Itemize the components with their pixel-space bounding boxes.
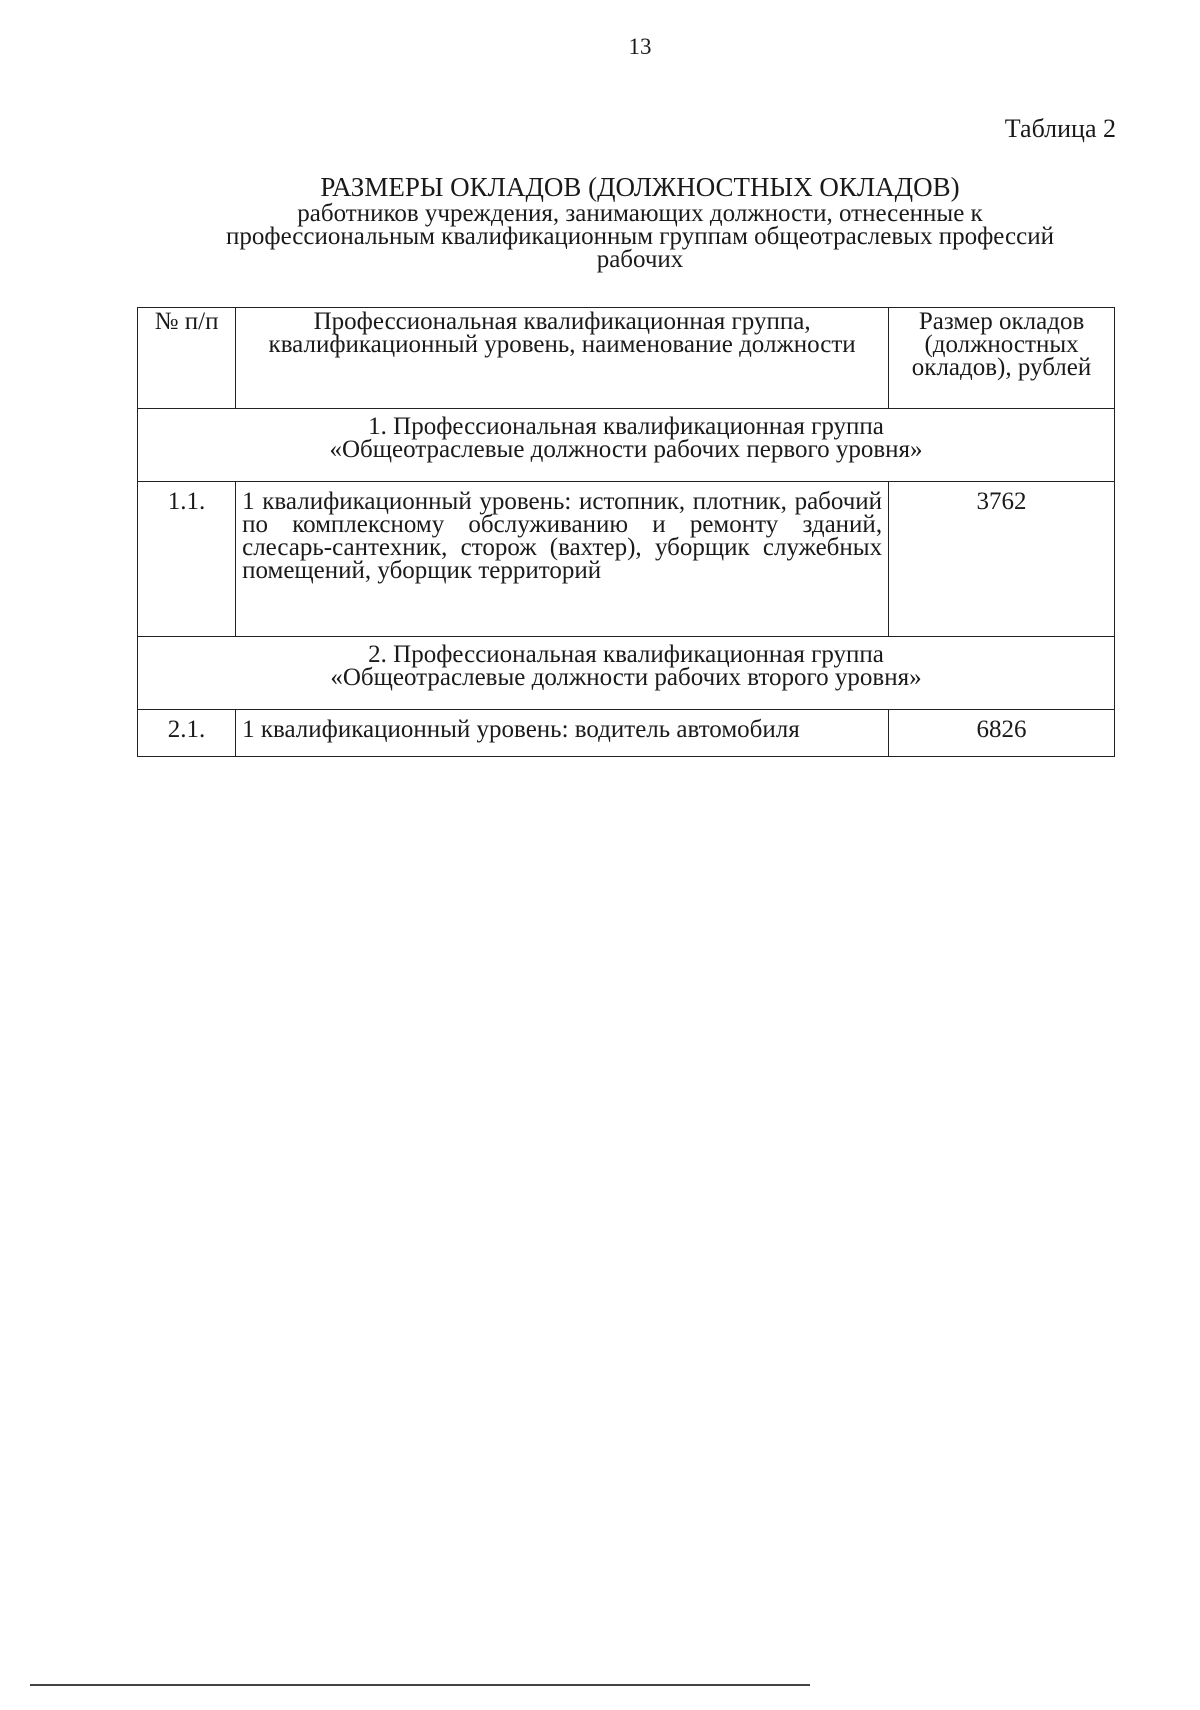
bottom-rule (30, 1684, 810, 1686)
title-line-2: профессиональным квалификационным группам общеотраслевых профессий (226, 223, 1054, 250)
table-row (138, 482, 1115, 637)
table-row (138, 710, 1115, 757)
row-num: 1.1. (138, 482, 236, 637)
group-title-2 (138, 637, 1115, 710)
group-title-1 (138, 409, 1115, 482)
group-row (138, 637, 1115, 710)
row-value: 3762 (889, 482, 1115, 637)
row-name: 1 квалификационный уровень: водитель автомобиля (236, 710, 889, 757)
salary-table (137, 307, 1115, 757)
title-line-1: работников учреждения, занимающих должности, отнесенные к (297, 200, 983, 227)
row-num: 2.1. (138, 710, 236, 757)
row-name: 1 квалификационный уровень: истопник, плотник, рабочий по комплексному обслуживанию и ремонту зданий, слесарь-сантехник, сторож (вахтер), уборщик служебных помещений, уборщик территорий (236, 482, 889, 637)
group-row (138, 409, 1115, 482)
header-name: Профессиональная квалификационная группа, квалификационный уровень, наименование должности (236, 308, 889, 409)
group-title-line-1: 2. Профессиональная квалификационная группа (368, 641, 884, 668)
group-title-line-2: «Общеотраслевые должности рабочих первого уровня» (329, 436, 923, 463)
document-title (140, 172, 1140, 271)
row-value: 6826 (889, 710, 1115, 757)
group-title-line-1: 1. Профессиональная квалификационная группа (368, 413, 884, 440)
group-title-line-2: «Общеотраслевые должности рабочих второго уровня» (330, 664, 922, 691)
header-value: Размер окладов (должностных окладов), рублей (889, 308, 1115, 409)
title-line-3: рабочих (596, 246, 684, 273)
table-label: Таблица 2 (1004, 114, 1116, 143)
page-number: 13 (628, 34, 652, 59)
header-num: № п/п (138, 308, 236, 409)
table-header-row (138, 308, 1115, 409)
title-main: РАЗМЕРЫ ОКЛАДОВ (ДОЛЖНОСТНЫХ ОКЛАДОВ) (320, 172, 960, 202)
